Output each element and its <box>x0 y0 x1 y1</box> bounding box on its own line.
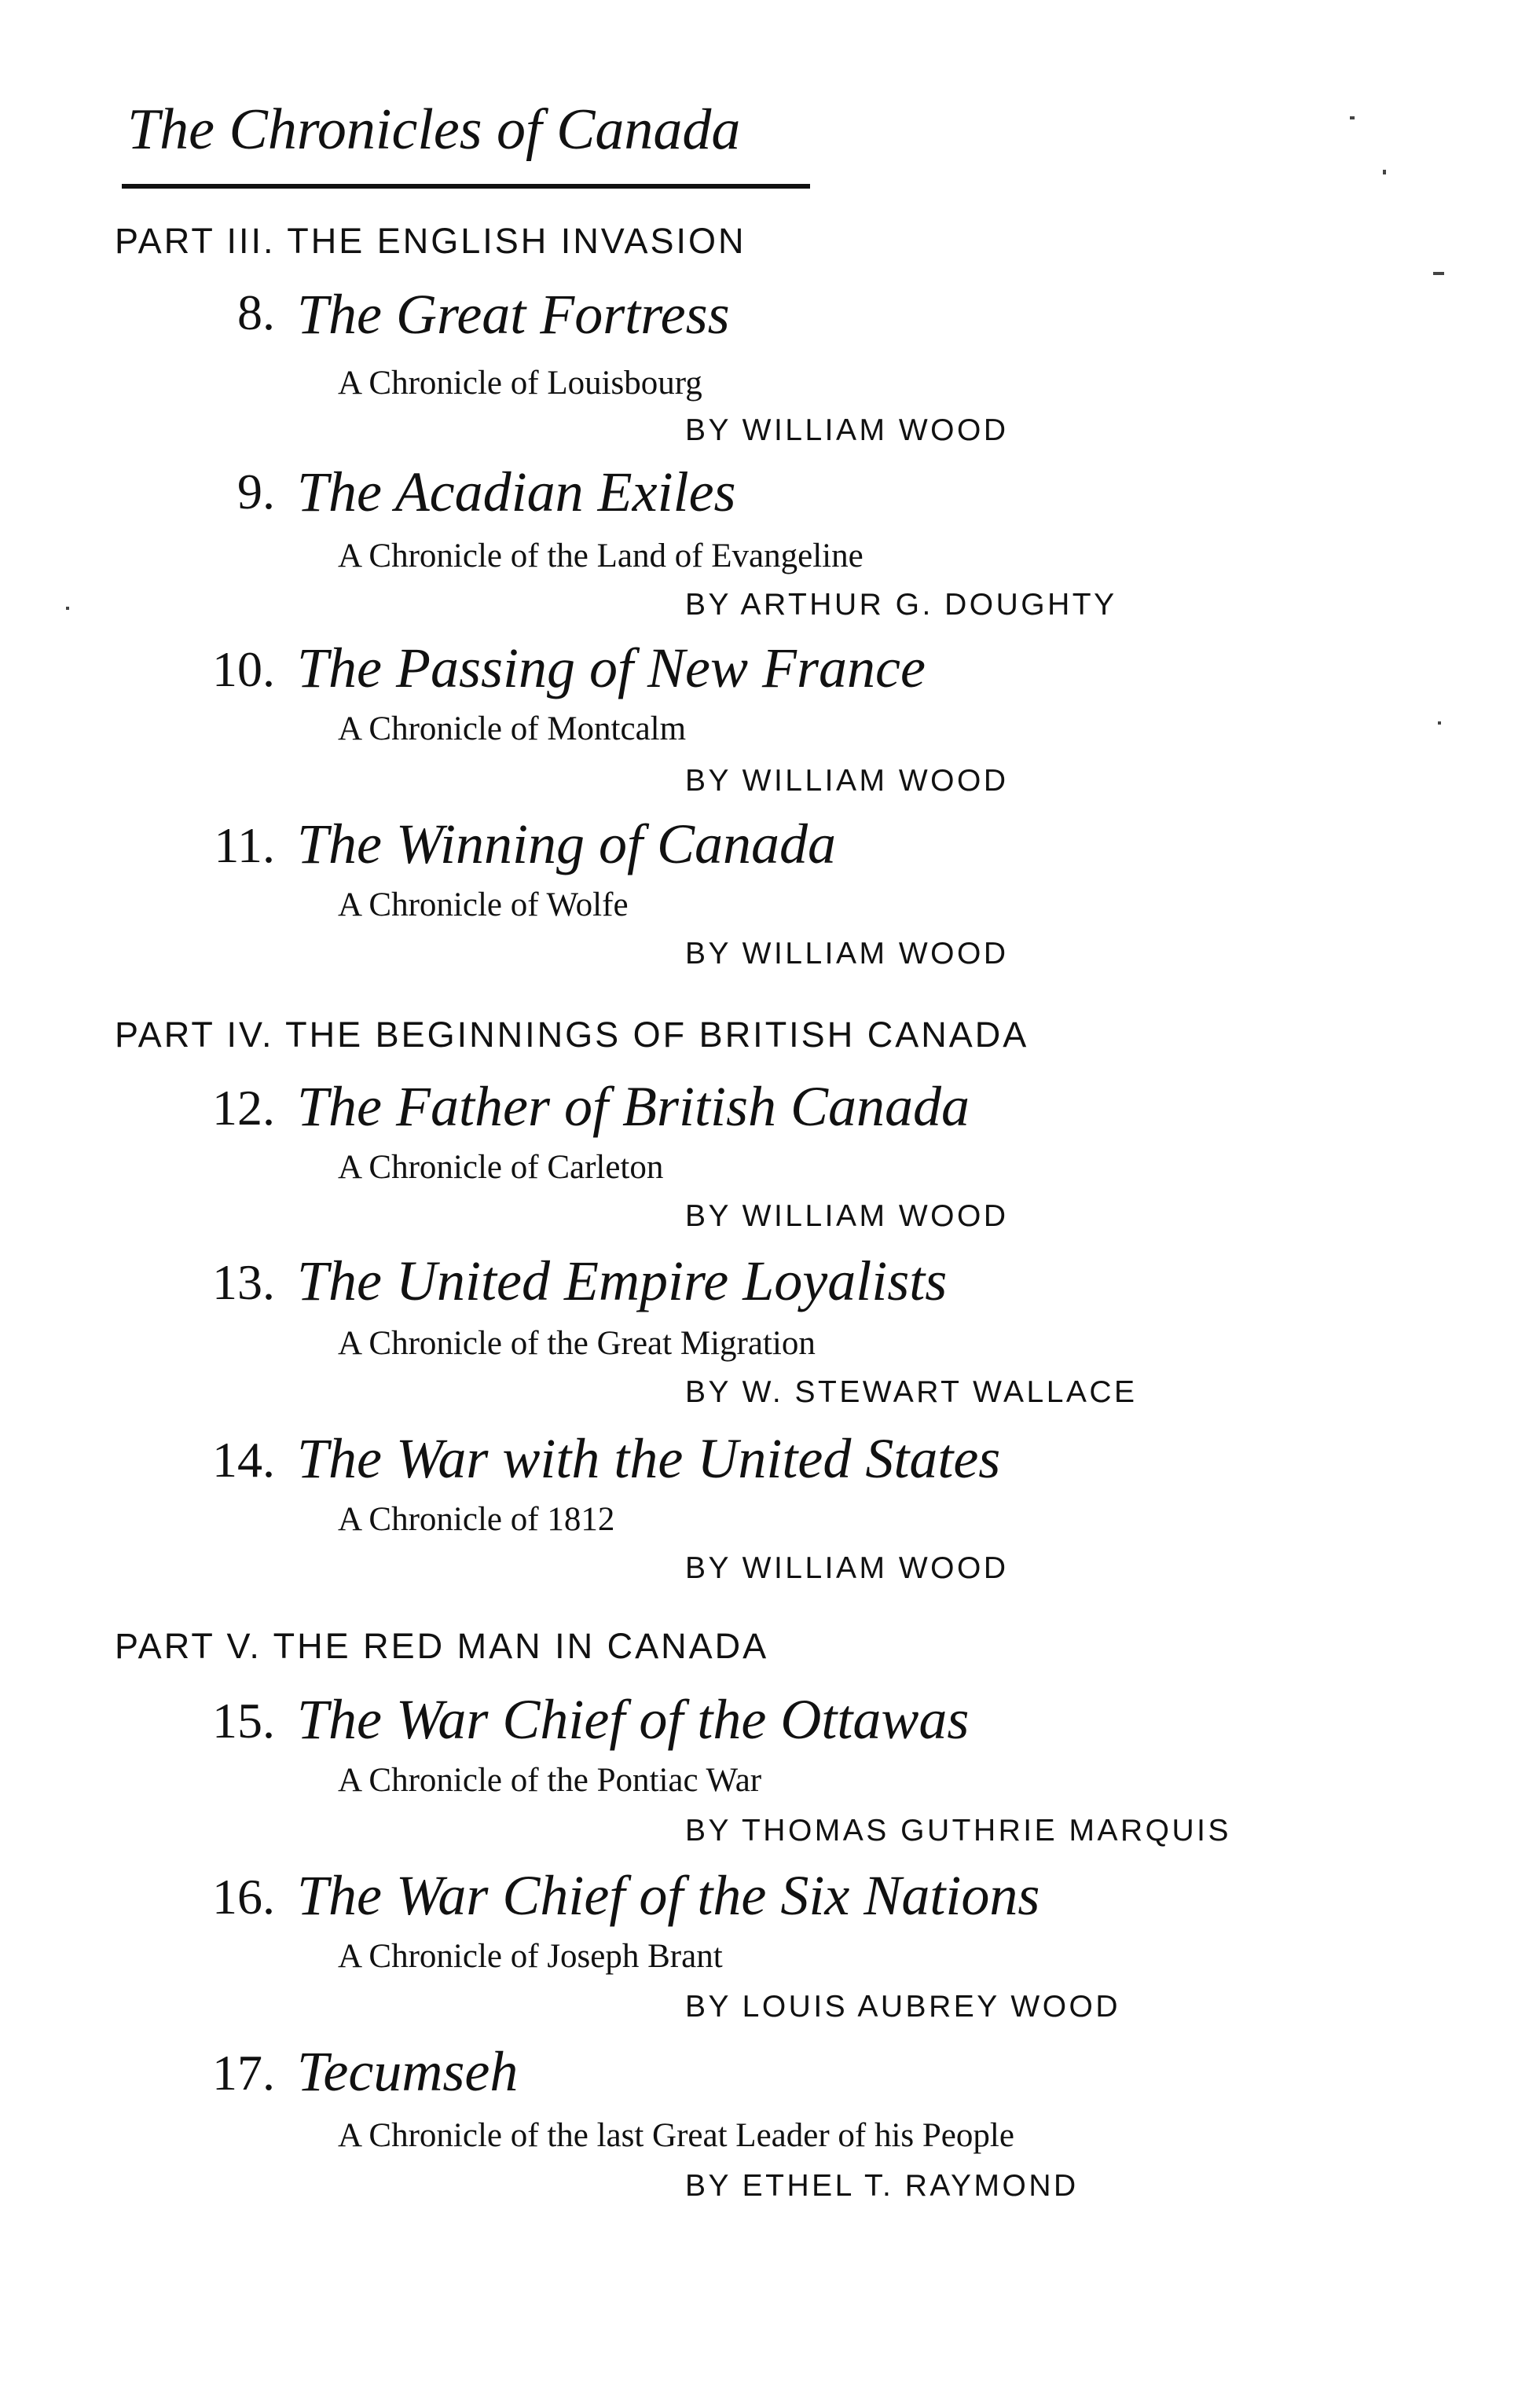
volume-title: The Father of British Canada <box>297 1075 970 1138</box>
volume-author: BY WILLIAM WOOD <box>685 764 1009 798</box>
scan-speck <box>1350 116 1355 119</box>
volume-number: 9. <box>237 464 275 519</box>
volume-title: The War with the United States <box>297 1427 1001 1490</box>
volume-author: BY WILLIAM WOOD <box>685 1199 1009 1233</box>
volume-author: BY LOUIS AUBREY WOOD <box>685 1990 1121 2024</box>
volume-title: The Acadian Exiles <box>297 461 736 523</box>
volume-title: The War Chief of the Ottawas <box>297 1688 970 1751</box>
volume-number: 11. <box>214 817 275 873</box>
volume-subtitle: A Chronicle of Wolfe <box>338 886 629 923</box>
volume-subtitle: A Chronicle of Louisbourg <box>338 365 702 402</box>
volume-number: 10. <box>212 641 275 697</box>
volume-author: BY ARTHUR G. DOUGHTY <box>685 588 1117 622</box>
volume-author: BY WILLIAM WOOD <box>685 1551 1009 1585</box>
volume-author: BY WILLIAM WOOD <box>685 937 1009 971</box>
volume-subtitle: A Chronicle of 1812 <box>338 1501 615 1538</box>
volume-title: The United Empire Loyalists <box>297 1250 948 1312</box>
volume-number: 15. <box>212 1693 275 1749</box>
scan-speck <box>1438 721 1441 725</box>
volume-number: 12. <box>212 1080 275 1136</box>
volume-subtitle: A Chronicle of the Land of Evangeline <box>338 538 864 574</box>
volume-subtitle: A Chronicle of Joseph Brant <box>338 1938 723 1975</box>
volume-number: 14. <box>212 1432 275 1488</box>
volume-title: The Passing of New France <box>297 637 926 699</box>
volume-title: Tecumseh <box>297 2040 519 2103</box>
volume-number: 13. <box>212 1254 275 1310</box>
volume-subtitle: A Chronicle of the Pontiac War <box>338 1762 762 1799</box>
part-heading-4: PART IV. THE BEGINNINGS OF BRITISH CANADA <box>115 1015 1029 1055</box>
volume-author: BY W. STEWART WALLACE <box>685 1375 1138 1409</box>
volume-subtitle: A Chronicle of Montcalm <box>338 710 687 747</box>
title-rule <box>122 184 810 189</box>
series-title: The Chronicles of Canada <box>127 97 741 162</box>
volume-title: The Great Fortress <box>297 283 730 346</box>
volume-number: 16. <box>212 1869 275 1925</box>
volume-author: BY THOMAS GUTHRIE MARQUIS <box>685 1814 1231 1848</box>
scan-speck <box>1383 170 1386 174</box>
volume-subtitle: A Chronicle of the last Great Leader of his People <box>338 2117 1014 2154</box>
part-heading-5: PART V. THE RED MAN IN CANADA <box>115 1626 769 1666</box>
volume-title: The Winning of Canada <box>297 813 837 875</box>
volume-author: BY ETHEL T. RAYMOND <box>685 2169 1079 2203</box>
volume-title: The War Chief of the Six Nations <box>297 1864 1040 1927</box>
volume-author: BY WILLIAM WOOD <box>685 413 1009 447</box>
volume-subtitle: A Chronicle of Carleton <box>338 1149 664 1186</box>
part-heading-3: PART III. THE ENGLISH INVASION <box>115 221 746 261</box>
volume-subtitle: A Chronicle of the Great Migration <box>338 1325 816 1362</box>
volume-number: 8. <box>237 284 275 340</box>
scan-speck <box>1433 272 1444 275</box>
scan-speck <box>66 607 69 610</box>
volume-number: 17. <box>212 2045 275 2101</box>
